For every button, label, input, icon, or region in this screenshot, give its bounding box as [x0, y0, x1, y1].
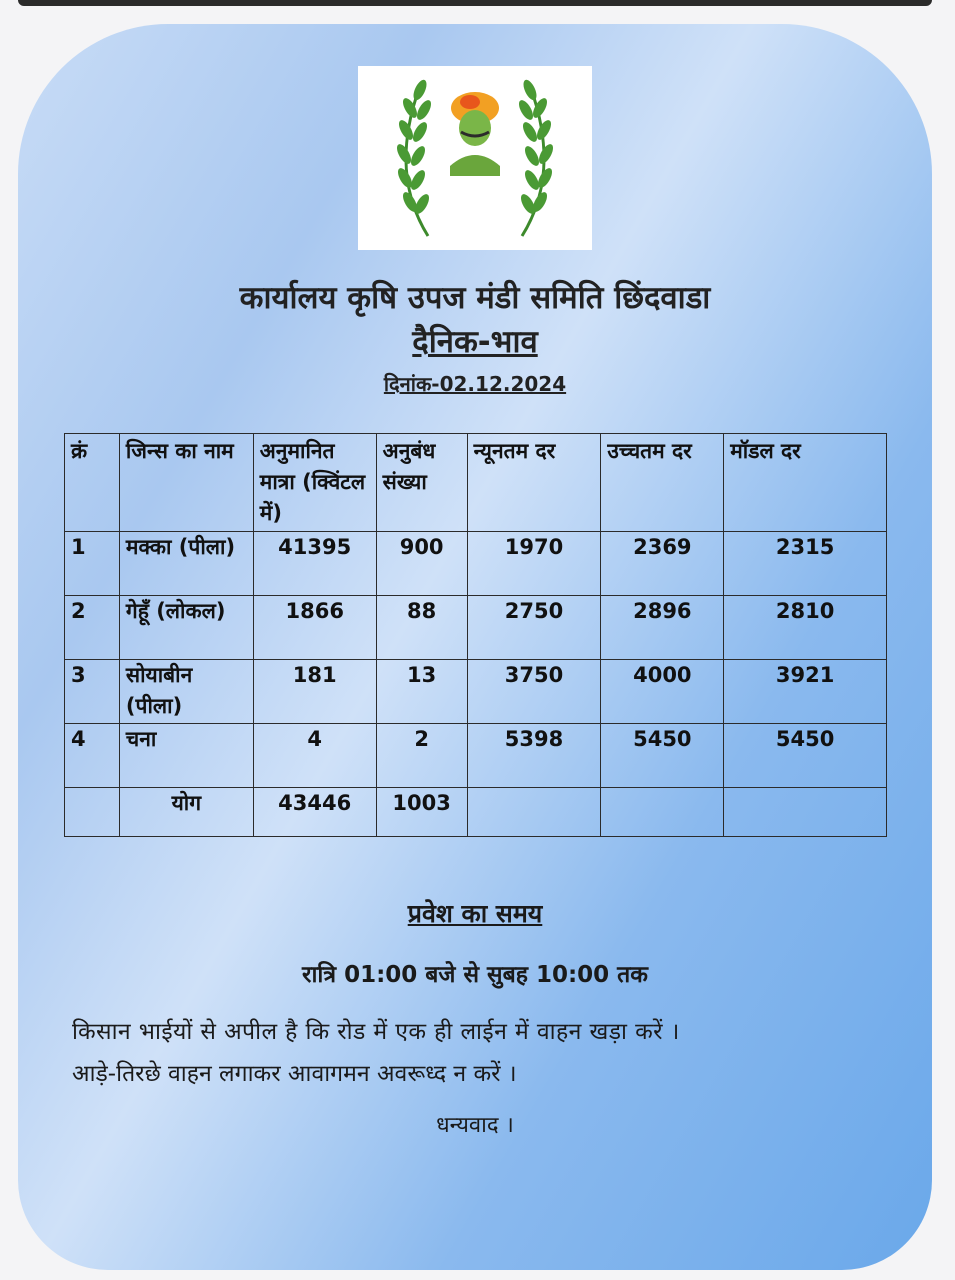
total-quantity: 43446: [253, 788, 376, 837]
modal-rate-cell: 3921: [724, 660, 887, 724]
contracts-cell: 13: [376, 660, 467, 724]
total-label: योग: [119, 788, 253, 837]
commodity-cell: गेहूँ (लोकल): [119, 596, 253, 660]
table-row: [65, 532, 887, 596]
report-date: दिनांक-02.12.2024: [383, 372, 567, 396]
notice-card: [18, 24, 932, 1270]
min-rate-cell: 1970: [467, 532, 601, 596]
quantity-cell: 181: [253, 660, 376, 724]
kisan-samachar-logo: [358, 66, 592, 250]
table-row: [65, 596, 887, 660]
appeal-line-1: किसान भाईयों से अपील है कि रोड में एक ही लाईन में वाहन खड़ा करें ।: [72, 1019, 680, 1045]
sr-cell: 3: [65, 660, 120, 724]
office-title: कार्यालय कृषि उपज मंडी समिति छिंदवाडा: [239, 280, 711, 316]
total-row: [65, 788, 887, 837]
modal-rate-cell: 2315: [724, 532, 887, 596]
modal-rate-cell: 5450: [724, 724, 887, 788]
commodity-cell: मक्का (पीला): [119, 532, 253, 596]
col-header-quantity: अनुमानित मात्रा (क्विंटल में): [253, 434, 376, 532]
table-header-row: [65, 434, 887, 532]
max-rate-cell: 5450: [601, 724, 724, 788]
contracts-cell: 2: [376, 724, 467, 788]
table-row: [65, 660, 887, 724]
sr-cell: 1: [65, 532, 120, 596]
col-header-modal-rate: मॉडल दर: [724, 434, 887, 532]
col-header-max-rate: उच्चतम दर: [601, 434, 724, 532]
max-rate-cell: 2369: [601, 532, 724, 596]
thanks-text: धन्यवाद ।: [436, 1113, 514, 1138]
max-rate-cell: 2896: [601, 596, 724, 660]
contracts-cell: 88: [376, 596, 467, 660]
commodity-cell: सोयाबीन (पीला): [119, 660, 253, 724]
top-bar: [18, 0, 932, 6]
total-empty-cell: [601, 788, 724, 837]
entry-time-title: प्रवेश का समय: [407, 899, 543, 928]
table-row: [65, 724, 887, 788]
wheat-farmer-icon: [358, 66, 592, 250]
min-rate-cell: 5398: [467, 724, 601, 788]
min-rate-cell: 2750: [467, 596, 601, 660]
commodity-cell: चना: [119, 724, 253, 788]
appeal-line-2: आड़े-तिरछे वाहन लगाकर आवागमन अवरूध्द न करें ।: [72, 1061, 517, 1087]
quantity-cell: 4: [253, 724, 376, 788]
total-empty-cell: [724, 788, 887, 837]
daily-rates-table: [64, 433, 887, 837]
contracts-cell: 900: [376, 532, 467, 596]
modal-rate-cell: 2810: [724, 596, 887, 660]
col-header-min-rate: न्यूनतम दर: [467, 434, 601, 532]
max-rate-cell: 4000: [601, 660, 724, 724]
total-empty-cell: [467, 788, 601, 837]
total-empty-cell: [65, 788, 120, 837]
quantity-cell: 41395: [253, 532, 376, 596]
sr-cell: 2: [65, 596, 120, 660]
col-header-sr: क्रं: [65, 434, 120, 532]
sr-cell: 4: [65, 724, 120, 788]
total-contracts: 1003: [376, 788, 467, 837]
col-header-contracts: अनुबंध संख्या: [376, 434, 467, 532]
quantity-cell: 1866: [253, 596, 376, 660]
entry-time-value: रात्रि 01:00 बजे से सुबह 10:00 तक: [302, 962, 648, 988]
page-title: दैनिक-भाव: [412, 324, 538, 360]
min-rate-cell: 3750: [467, 660, 601, 724]
col-header-commodity: जिन्स का नाम: [119, 434, 253, 532]
